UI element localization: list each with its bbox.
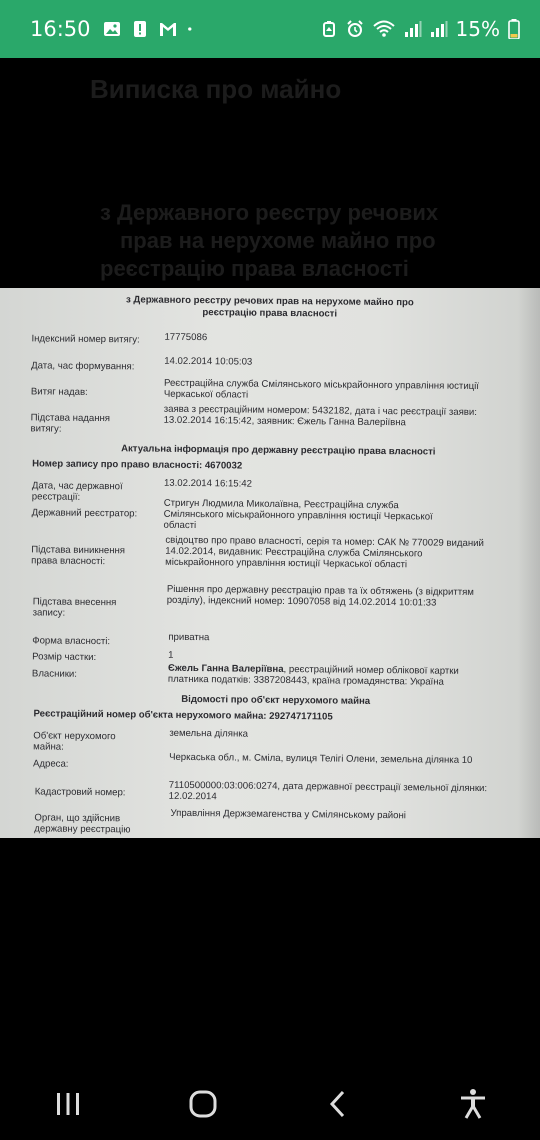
back-icon	[326, 1089, 350, 1119]
recycle-icon	[320, 20, 338, 38]
recent-apps-icon	[54, 1091, 82, 1117]
status-time: 16:50	[30, 17, 91, 41]
alert-icon	[131, 20, 149, 38]
doc-label: Розмір частки:	[32, 651, 97, 664]
owner-name: Єжель Ганна Валеріївна	[167, 662, 284, 675]
alarm-icon	[346, 20, 364, 38]
doc-label: Власники:	[31, 668, 78, 680]
doc-title: з Державного реєстру речових прав на нерухоме майно про	[125, 294, 414, 309]
doc-label: Об'єкт нерухомого майна:	[33, 730, 116, 753]
document-edge-shadow	[518, 288, 540, 838]
doc-value	[168, 663, 488, 688]
signal-icon	[404, 20, 422, 38]
object-number: Реєстраційний номер об'єкта нерухомого майна: 292747171105	[33, 708, 333, 723]
doc-label: Кадастровий номер:	[34, 786, 126, 799]
battery-level: 15%	[455, 17, 500, 41]
doc-label: Підстава внесення запису:	[32, 596, 117, 619]
doc-label: Державний реєстратор:	[31, 507, 138, 520]
image-icon	[103, 20, 121, 38]
accessibility-icon	[458, 1088, 488, 1120]
gmail-icon	[159, 20, 177, 38]
doc-value: 7110500000:03:006:0274, дата державної реєстрації земельної ділянки: 12.02.2014	[168, 779, 488, 803]
wifi-icon	[372, 20, 396, 38]
doc-label: Форма власності:	[32, 635, 111, 648]
doc-value: приватна	[168, 631, 210, 644]
back-button[interactable]	[308, 1079, 368, 1129]
record-number: Номер запису про право власності: 4670032	[32, 458, 243, 472]
background-text: з Державного реєстру речових	[100, 200, 439, 225]
doc-value: Черкаська обл., м. Сміла, вулиця Телігі Олени, земельна ділянка 10	[169, 751, 473, 766]
doc-value: 13.02.2014 16:15:42	[163, 477, 253, 490]
navigation-bar	[0, 1068, 540, 1140]
battery-icon	[508, 19, 520, 39]
dot-icon	[187, 20, 197, 38]
section-title: Актуальна інформація про державну реєстрацію права власності	[121, 443, 436, 458]
section-title: Відомості про об'єкт нерухомого майна	[181, 693, 371, 707]
doc-value: 1	[168, 649, 174, 661]
doc-value: Стригун Людмила Миколаївна, Реєстраційна служба Смілянського міськрайонного управління юстиції Черкаської області	[163, 497, 433, 532]
doc-title: реєстрацію права власності	[202, 307, 338, 320]
doc-value: 17775086	[164, 331, 208, 344]
background-text: реєстрацію права власності	[100, 256, 409, 281]
doc-label: Орган, що здійснив державну реєстрацію	[34, 812, 131, 836]
home-icon	[188, 1089, 218, 1119]
doc-label: Витяг надав:	[30, 386, 88, 398]
doc-value: Реєстраційна служба Смілянського міськрайонного управління юстиції Черкаської області	[163, 377, 480, 401]
background-text: Виписка про майно	[90, 74, 342, 104]
document-photo	[0, 288, 540, 838]
doc-value: земельна ділянка	[169, 727, 249, 740]
doc-value: Рішення про державну реєстрацію прав та їх обтяжень (з відкриттям розділу), індексний номер: 10907058 від 14.02.2014 10:01:33	[166, 583, 474, 609]
owner-details: , реєстраційний номер облікової картки платника податків: 3387208443, країна громадянства: Україна	[167, 663, 459, 688]
doc-label: Підстава надання витягу:	[30, 412, 111, 435]
doc-label: Дата, час формування:	[31, 360, 135, 373]
recent-apps-button[interactable]	[38, 1079, 98, 1129]
doc-label: Підстава виникнення права власності:	[31, 544, 126, 568]
status-bar	[0, 0, 540, 58]
accessibility-button[interactable]	[443, 1079, 503, 1129]
doc-label: Адреса:	[32, 758, 69, 770]
doc-value: Управління Держземагенства у Смілянському районі	[170, 807, 407, 822]
signal-icon	[430, 20, 448, 38]
home-button[interactable]	[173, 1079, 233, 1129]
doc-value: заява з реєстраційним номером: 5432182, дата і час реєстрації заяви: 13.02.2014 16:15:42, заявник: Єжель Ганна Валеріївна	[163, 403, 477, 429]
doc-label: Індексний номер витягу:	[31, 333, 140, 346]
doc-value: свідоцтво про право власності, серія та номер: САК № 770029 виданий 14.02.2014, видавник: Реєстраційна служба Смілянського міськрайонного управління юстиції Черкаської області	[165, 534, 484, 571]
doc-label: Дата, час державної реєстрації:	[31, 480, 123, 503]
background-text: прав на нерухоме майно про	[120, 228, 436, 253]
doc-value: 14.02.2014 10:05:03	[164, 355, 253, 368]
